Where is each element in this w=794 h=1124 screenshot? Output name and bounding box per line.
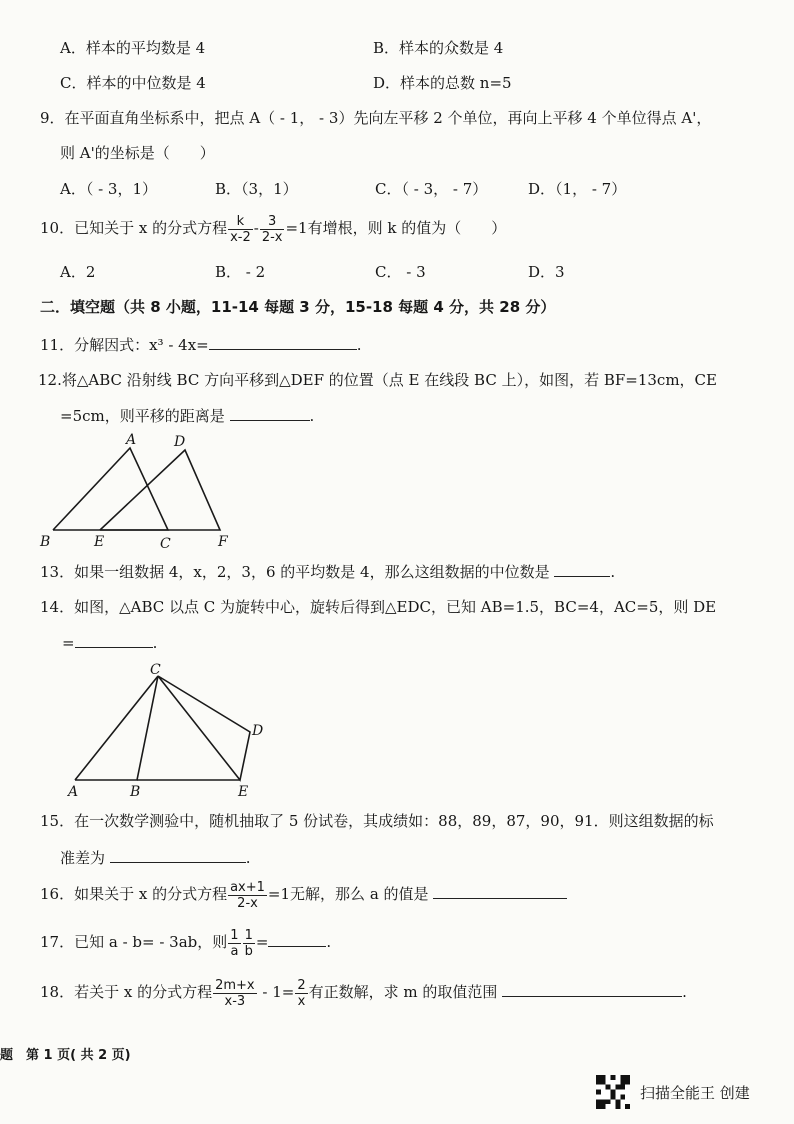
q10-option-c: C． - 3 [375,263,426,281]
q18-stem-post: 有正数解，求 m 的取值范围 [308,983,498,1001]
q15-stem-line2 [60,848,251,868]
q13-end: . [610,563,616,581]
q8-option-c: C．样本的中位数是 4 [60,74,206,92]
qr-code-icon [596,1075,630,1109]
q12-label-a: A [126,432,137,448]
q9-option-d: D．（1， - 7） [528,180,627,198]
q10-option-d: D．3 [528,263,565,281]
q16-eq-one: =1 [267,885,291,903]
q10-option-a: A．2 [60,263,96,281]
q16-fraction [228,880,267,911]
q10-stem-post: 有增根，则 k 的值为（ ） [307,219,507,237]
q14-end: . [152,634,158,652]
q10-fraction-2 [260,214,285,245]
q9-option-b: B．（3，1） [215,180,298,198]
q17-fraction-1 [228,928,240,959]
q18-f2-num: 2 [297,977,306,993]
scanner-brand-text: 扫描全能王 创建 [640,1084,750,1102]
q12-translation-figure [30,430,250,550]
q15-stem-line1: 15．在一次数学测验中，随机抽取了 5 份试卷，其成绩如：88，89，87，90，91．则这组数据的标 [40,812,714,830]
q11-end: . [356,336,362,354]
q14-stem-line1: 14．如图，△ABC 以点 C 为旋转中心，旋转后得到△EDC，已知 AB=1.5，BC=4，AC=5，则 DE [40,598,717,616]
q9-option-a: A．（ - 3，1） [60,180,158,198]
q17-end: . [326,933,332,951]
q14-label-b: B [130,784,141,800]
q10-option-b: B． - 2 [215,263,266,281]
q12-answer-blank[interactable] [230,406,310,421]
q16-stem-post: 无解，那么 a 的值是 [290,885,429,903]
q8-option-d: D．样本的总数 n=5 [373,74,512,92]
q9-stem-line1: 9．在平面直角坐标系中，把点 A（ - 1， - 3）先向左平移 2 个单位，再向上平移 4 个单位得点 A'， [40,109,712,127]
triangle-abc [53,448,168,530]
q17-eq: = [255,933,269,951]
q10-minus: - [253,219,259,237]
q15-answer-blank[interactable] [110,848,246,863]
q11-text: 11．分解因式：x³ - 4x= [40,336,209,354]
q18-fraction-2 [295,978,307,1009]
q14-rotation-figure [60,662,280,802]
q16-stem-pre: 16．如果关于 x 的分式方程 [40,885,228,903]
q10-f2-num: 3 [260,214,285,230]
q12-label-c: C [160,536,171,550]
q10-f2-den: 2-x [261,229,283,245]
q18-f1-den: x-3 [224,993,246,1009]
q18-stem-pre: 18．若关于 x 的分式方程 [40,983,213,1001]
q12-label-d: D [174,434,186,450]
q12-stem-line2 [60,406,314,426]
q10-f1-num: k [228,214,253,230]
q14-label-a: A [68,784,79,800]
page-number: 题 第 1 页( 共 2 页) [0,1048,131,1063]
q17-stem-pre: 17．已知 a - b= - 3ab，则 [40,933,228,951]
section-heading-fill-in: 二．填空题（共 8 小题，11-14 每题 3 分，15-18 每题 4 分，共 28 分） [40,298,556,316]
q9-stem-line2: 则 A'的坐标是（ ） [60,144,215,162]
q15-line2-text: 准差为 [60,849,106,867]
q17-f2-num: 1 [244,927,253,943]
q9-option-c: C．（ - 3， - 7） [375,180,488,198]
q16-f-den: 2-x [237,895,258,911]
q12-line2-text: =5cm，则平移的距离是 [60,407,225,425]
q17-fraction-2 [243,928,255,959]
triangle-edc [158,676,250,780]
q17-f1-den: a [230,943,239,959]
q18-fraction-1 [213,978,257,1009]
triangle-abc [75,676,158,780]
q8-option-b: B．样本的众数是 4 [373,39,504,57]
q14-answer-blank[interactable] [75,633,153,648]
q18-end: . [682,983,687,1001]
q18-answer-blank[interactable] [502,982,682,997]
q14-line2-text: = [62,634,75,652]
q14-label-c: C [150,662,161,678]
q13-text: 13．如果一组数据 4，x，2，3，6 的平均数是 4，那么这组数据的中位数是 [40,563,550,581]
q18-mid: - 1= [257,983,295,1001]
q11-answer-blank[interactable] [209,335,357,350]
q18-f2-den: x [297,993,306,1009]
q16-f-num: ax+1 [230,879,265,895]
q17-f2-den: b [244,943,253,959]
q10-fraction-1 [228,214,253,245]
q14-label-e: E [238,784,249,800]
q17-f1-num: 1 [230,927,239,943]
q11-stem [40,335,362,355]
q17-stem [40,924,331,960]
q8-option-a: A．样本的平均数是 4 [60,39,206,57]
q10-f1-den: x-2 [230,229,251,245]
q10-stem [40,210,506,246]
q18-f1-num: 2m+x [215,977,255,993]
triangle-def [100,450,220,530]
q18-stem [40,973,687,1011]
q14-stem-line2 [62,633,157,653]
q17-answer-blank[interactable] [268,932,326,947]
q15-end: . [245,849,251,867]
q13-answer-blank[interactable] [554,562,610,577]
q12-label-f: F [218,534,228,550]
q12-label-e: E [94,534,105,550]
q14-label-d: D [252,723,264,739]
q16-answer-blank[interactable] [433,884,567,899]
q12-stem-line1: 12.将△ABC 沿射线 BC 方向平移到△DEF 的位置（点 E 在线段 BC 上），如图，若 BF=13cm，CE [38,371,717,389]
q13-stem [40,562,615,582]
q12-end: . [309,407,315,425]
q12-label-b: B [40,534,51,550]
q16-stem [40,876,567,912]
q10-eq-one: =1 [285,219,308,237]
q10-stem-pre: 10．已知关于 x 的分式方程 [40,219,228,237]
